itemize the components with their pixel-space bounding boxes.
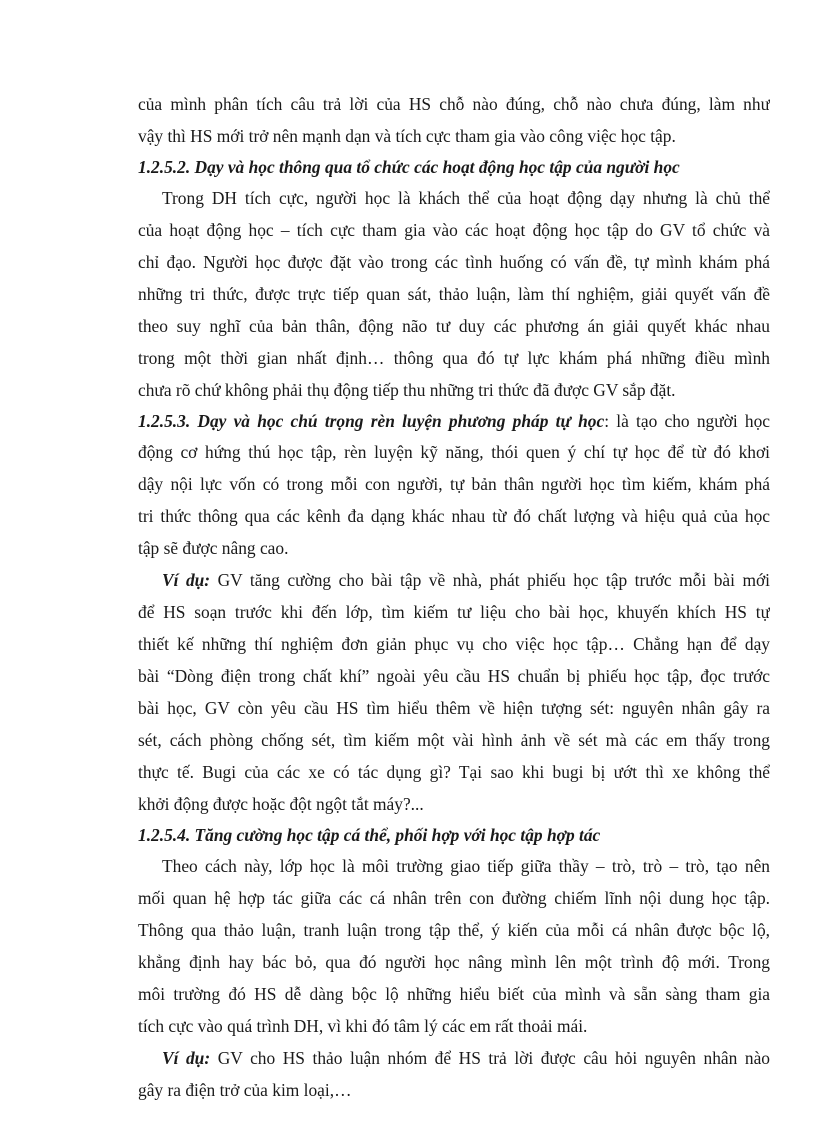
paragraph-line: môi trường đó HS dễ dàng bộc lộ những hiểu biết của mình và sẵn sàng tham gia <box>138 984 770 1004</box>
paragraph-line: bài học, GV còn yêu cầu HS tìm hiểu thêm về hiện tượng sét: nguyên nhân gây ra <box>138 698 770 718</box>
paragraph-line: thiết kế những thí nghiệm đơn giản phục vụ cho việc học tập… Chẳng hạn để dạy <box>138 634 770 654</box>
paragraph-line: khẳng định hay bác bỏ, qua đó người học nâng mình lên một trình độ mới. Trong <box>138 952 770 972</box>
paragraph-line: gây ra điện trở của kim loại,… <box>138 1080 352 1100</box>
section-heading-1-2-5-3: 1.2.5.3. Dạy và học chú trọng rèn luyện phương pháp tự học <box>138 411 605 431</box>
example-text: GV tăng cường cho bài tập về nhà, phát phiếu học tập trước mỗi bài mới <box>210 570 770 590</box>
paragraph-line: những tri thức, được trực tiếp quan sát, thảo luận, làm thí nghiệm, giải quyết vấn đề <box>138 284 770 304</box>
paragraph-line: của mình phân tích câu trả lời của HS chỗ nào đúng, chỗ nào chưa đúng, làm như <box>138 94 770 114</box>
paragraph-line: Thông qua thảo luận, tranh luận trong tập thể, ý kiến của mỗi cá nhân được bộc lộ, <box>138 920 770 940</box>
paragraph-line: động cơ hứng thú học tập, rèn luyện kỹ năng, thói quen ý chí tự học để từ đó khơi <box>138 442 770 462</box>
paragraph-line: bài “Dòng điện trong chất khí” ngoài yêu cầu HS chuẩn bị phiếu học tập, đọc trước <box>138 666 770 686</box>
section-heading-1-2-5-2: 1.2.5.2. Dạy và học thông qua tổ chức các hoạt động học tập của người học <box>138 157 680 177</box>
example-label: Ví dụ: <box>162 570 211 590</box>
paragraph-line: khởi động được hoặc đột ngột tắt máy?... <box>138 794 424 814</box>
example-line <box>162 1043 770 1073</box>
example-line <box>162 565 770 595</box>
paragraph-line: trong một thời gian nhất định… thông qua đó tự lực khám phá những điều mình <box>138 348 770 368</box>
paragraph-line: sét, cách phòng chống sét, tìm kiếm một vài hình ảnh về sét mà các em thấy trong <box>138 730 770 750</box>
paragraph-line: thực tế. Bugi của các xe có tác dụng gì? Tại sao khi bugi bị ướt thì xe không thể <box>138 762 770 782</box>
paragraph-line: tập sẽ được nâng cao. <box>138 538 289 558</box>
paragraph-line: tích cực vào quá trình DH, vì khi đó tâm lý các em rất thoải mái. <box>138 1016 588 1036</box>
section-heading-1-2-5-3-line <box>138 406 770 436</box>
example-text: GV cho HS thảo luận nhóm để HS trả lời được câu hỏi nguyên nhân nào <box>210 1048 770 1068</box>
paragraph-line: tri thức thông qua các kênh đa dạng khác nhau từ đó chất lượng và hiệu quả của học <box>138 506 770 526</box>
paragraph-line: Theo cách này, lớp học là môi trường giao tiếp giữa thầy – trò, trò – trò, tạo nên <box>162 856 770 876</box>
paragraph-line: để HS soạn trước khi đến lớp, tìm kiếm tư liệu cho bài học, khuyến khích HS tự <box>138 602 770 622</box>
paragraph-line: mối quan hệ hợp tác giữa các cá nhân trên con đường chiếm lĩnh nội dung học tập. <box>138 888 770 908</box>
paragraph-line: chỉ đạo. Người học được đặt vào trong các tình huống có vấn đề, tự mình khám phá <box>138 252 770 272</box>
heading-continuation: : là tạo cho người học <box>604 411 770 431</box>
paragraph-line: chưa rõ chứ không phải thụ động tiếp thu những tri thức đã được GV sắp đặt. <box>138 380 676 400</box>
paragraph-line: Trong DH tích cực, người học là khách thể của hoạt động dạy nhưng là chủ thể <box>162 188 770 208</box>
example-label: Ví dụ: <box>162 1048 211 1068</box>
section-heading-1-2-5-4: 1.2.5.4. Tăng cường học tập cá thể, phối hợp với học tập hợp tác <box>138 825 601 845</box>
paragraph-line: của hoạt động học – tích cực tham gia vào các hoạt động học tập do GV tổ chức và <box>138 220 770 240</box>
paragraph-line: theo suy nghĩ của bản thân, động não tư duy các phương án giải quyết khác nhau <box>138 316 770 336</box>
paragraph-line: dậy nội lực vốn có trong mỗi con người, tự bản thân người học tìm kiếm, khám phá <box>138 474 770 494</box>
paragraph-line: vậy thì HS mới trở nên mạnh dạn và tích cực tham gia vào công việc học tập. <box>138 126 676 146</box>
